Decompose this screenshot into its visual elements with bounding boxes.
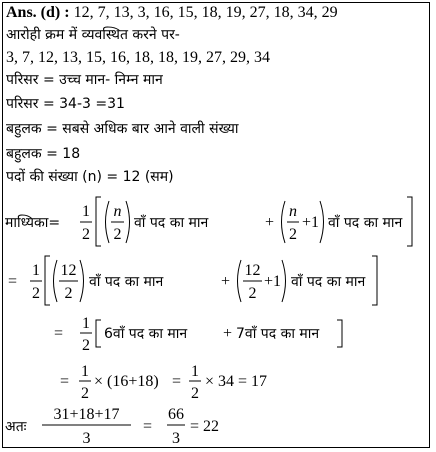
two-denominator: 2 — [113, 226, 122, 243]
right-paren — [320, 201, 324, 243]
half-denominator: 2 — [191, 385, 199, 402]
left-bracket — [45, 256, 50, 305]
sum-numerator: 31+18+17 — [53, 406, 120, 423]
range-calc: परिसर = 34-3 =31 — [6, 96, 125, 112]
ascending-label: आरोही क्रम में व्यवस्थित करने पर- — [6, 27, 180, 43]
right-paren — [126, 201, 130, 243]
half-numerator: 1 — [32, 262, 40, 279]
median-label: माध्यिका= — [5, 215, 61, 231]
count-label: पदों की संख्या (n) = 12 (सम) — [6, 169, 174, 185]
three: 3 — [172, 430, 180, 447]
term-7th: वाँ पद का मान — [291, 274, 366, 290]
half-numerator: 1 — [82, 203, 90, 220]
right-bracket — [372, 256, 377, 305]
twelve-numerator: 12 — [244, 262, 261, 279]
half-denominator: 2 — [82, 337, 90, 354]
plus-sign: + — [265, 214, 275, 231]
left-paren — [282, 201, 286, 243]
sixth-term: 6वाँ पद का मान — [104, 326, 188, 342]
n-numerator: n — [289, 203, 297, 220]
twelve-numerator: 12 — [60, 262, 77, 279]
mode-value: बहुलक = 18 — [6, 146, 81, 162]
left-paren — [54, 260, 58, 302]
plus-one: +1 — [264, 273, 282, 290]
answer-prefix: Ans. (d) : — [6, 4, 70, 21]
n-numerator: n — [113, 203, 122, 220]
times-34: × 34 = 17 — [205, 373, 268, 390]
term-6th: वाँ पद का मान — [89, 274, 164, 290]
two-denominator: 2 — [64, 285, 73, 302]
sum-expression: (16+18) — [107, 373, 159, 390]
term-nth: वाँ पद का मान — [134, 215, 209, 231]
two-denominator: 2 — [289, 226, 297, 243]
half-numerator: 1 — [191, 363, 199, 380]
equals-sign: = — [8, 273, 18, 290]
equals-sign: = — [172, 373, 182, 390]
therefore-label: अतः — [5, 419, 27, 435]
answer-sequence: 12, 7, 13, 3, 16, 15, 18, 19, 27, 18, 34, 29 — [73, 4, 338, 21]
two-denominator: 2 — [248, 285, 257, 302]
right-paren — [80, 260, 84, 302]
plus-sign: + — [221, 273, 231, 290]
sixty-six: 66 — [168, 406, 184, 423]
half-denominator: 2 — [32, 285, 40, 302]
term-nth-plus-one: वाँ पद का मान — [328, 215, 403, 231]
equals-sign: = — [60, 373, 70, 390]
left-bracket — [96, 320, 101, 347]
plus-sign: + — [223, 325, 233, 342]
equals-sign: = — [143, 418, 153, 435]
right-bracket — [337, 320, 342, 347]
equals-sign: = — [54, 325, 64, 342]
left-paren — [238, 260, 242, 302]
half-numerator: 1 — [82, 315, 90, 332]
right-paren — [282, 260, 286, 302]
ascending-list: 3, 7, 12, 13, 15, 16, 18, 18, 19, 27, 29, 34 — [6, 49, 270, 66]
mode-definition: बहुलक = सबसे अधिक बार आने वाली संख्या — [6, 121, 239, 137]
final-result: = 22 — [190, 418, 220, 435]
sum-denominator: 3 — [82, 430, 91, 447]
range-definition: परिसर = उच्च मान- निम्न मान — [6, 72, 163, 88]
half-denominator: 2 — [81, 385, 89, 402]
left-paren — [106, 201, 110, 243]
seventh-term: 7वाँ पद का मान — [236, 326, 320, 342]
right-bracket — [407, 197, 412, 246]
half-numerator: 1 — [81, 363, 89, 380]
times-sign: × — [94, 373, 104, 390]
left-bracket — [96, 197, 101, 246]
half-denominator: 2 — [82, 226, 90, 243]
plus-one: +1 — [302, 214, 320, 231]
